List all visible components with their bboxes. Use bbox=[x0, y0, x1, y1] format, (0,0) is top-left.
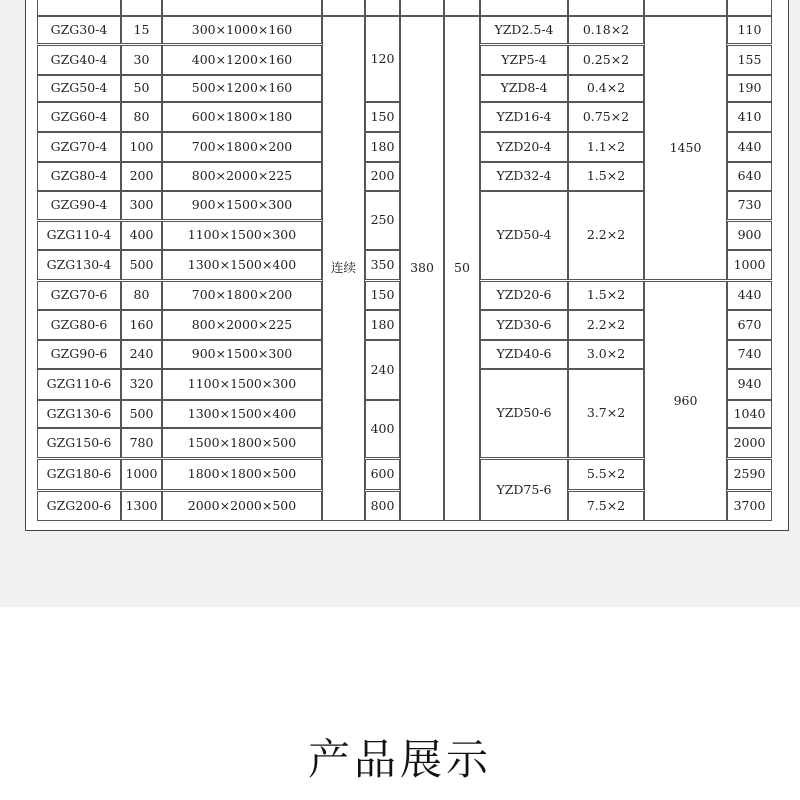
cell-capacity-text: 400 bbox=[129, 227, 154, 243]
cell-power-text: 3.0×2 bbox=[586, 346, 626, 362]
cell-group-value bbox=[365, 400, 400, 458]
cell-weight-text: 410 bbox=[737, 108, 762, 124]
cell-model bbox=[37, 162, 121, 191]
cell-power bbox=[568, 340, 644, 369]
cell-group-value bbox=[365, 310, 400, 340]
cell-weight bbox=[727, 459, 772, 490]
cell-motor-model-text: YZD16-4 bbox=[496, 108, 552, 124]
cell-size bbox=[162, 102, 322, 132]
cell-power bbox=[568, 310, 644, 340]
cell-motor-model-text: YZD40-6 bbox=[496, 346, 552, 362]
cell-vib-frequency-text: 960 bbox=[673, 392, 698, 408]
cell-size bbox=[162, 191, 322, 220]
cell-capacity bbox=[121, 428, 162, 458]
cell-model bbox=[37, 250, 121, 280]
cell-motor-model bbox=[480, 369, 568, 458]
cell-weight bbox=[727, 281, 772, 310]
cell-capacity-text: 80 bbox=[133, 287, 150, 303]
cell-group-value bbox=[365, 491, 400, 521]
cell-motor-model bbox=[480, 45, 568, 75]
cell-size-text: 1300×1500×400 bbox=[187, 256, 297, 272]
cell-vib-frequency bbox=[644, 281, 727, 521]
cell-size bbox=[162, 221, 322, 250]
cell-capacity bbox=[121, 45, 162, 75]
cell-model-text: GZG130-6 bbox=[46, 405, 112, 421]
cell-capacity bbox=[121, 132, 162, 162]
cell-weight-text: 155 bbox=[737, 51, 762, 67]
cell-motor-model-text: YZD20-4 bbox=[496, 138, 552, 154]
cell-motor-model bbox=[480, 162, 568, 191]
cell-group-value bbox=[365, 340, 400, 400]
cell-power-text: 1.5×2 bbox=[586, 168, 626, 184]
cell-model-text: GZG110-4 bbox=[46, 227, 112, 243]
cell-size bbox=[162, 310, 322, 340]
cell-power bbox=[568, 459, 644, 490]
cell-weight bbox=[727, 340, 772, 369]
cell-motor-model bbox=[480, 16, 568, 44]
cell-size bbox=[162, 428, 322, 458]
cell-model-text: GZG70-4 bbox=[50, 138, 108, 154]
cell-size-text: 600×1800×180 bbox=[191, 108, 293, 124]
cell-motor-model bbox=[480, 102, 568, 132]
cell-group-value-text: 250 bbox=[370, 212, 395, 228]
header-cell bbox=[322, 0, 365, 16]
cell-model bbox=[37, 340, 121, 369]
header-cell bbox=[400, 0, 444, 16]
cell-motor-model bbox=[480, 310, 568, 340]
cell-model bbox=[37, 428, 121, 458]
cell-capacity bbox=[121, 162, 162, 191]
cell-model bbox=[37, 310, 121, 340]
header-cell bbox=[568, 0, 644, 16]
cell-model-text: GZG150-6 bbox=[46, 434, 112, 450]
cell-model bbox=[37, 191, 121, 220]
cell-size bbox=[162, 162, 322, 191]
cell-power bbox=[568, 491, 644, 521]
cell-model-text: GZG80-4 bbox=[50, 168, 108, 184]
spec-sheet bbox=[25, 0, 789, 531]
cell-size-text: 1100×1500×300 bbox=[187, 227, 297, 243]
cell-motor-model bbox=[480, 75, 568, 102]
cell-model-text: GZG200-6 bbox=[46, 497, 112, 513]
cell-model-text: GZG90-4 bbox=[50, 197, 108, 213]
cell-vib-frequency-text: 1450 bbox=[669, 139, 702, 155]
cell-capacity bbox=[121, 281, 162, 310]
cell-motor-model bbox=[480, 191, 568, 280]
cell-size bbox=[162, 400, 322, 428]
cell-capacity-text: 30 bbox=[133, 51, 150, 67]
cell-power-text: 2.2×2 bbox=[586, 227, 626, 243]
cell-group-value bbox=[365, 132, 400, 162]
cell-weight bbox=[727, 162, 772, 191]
cell-size bbox=[162, 369, 322, 400]
cell-capacity-text: 300 bbox=[129, 197, 154, 213]
cell-group-value bbox=[365, 102, 400, 132]
cell-power bbox=[568, 102, 644, 132]
cell-frequency bbox=[444, 16, 480, 521]
cell-capacity-text: 500 bbox=[129, 256, 154, 272]
cell-model-text: GZG50-4 bbox=[50, 80, 108, 96]
cell-weight-text: 3700 bbox=[733, 497, 766, 513]
cell-capacity-text: 200 bbox=[129, 168, 154, 184]
cell-group-value-text: 200 bbox=[370, 168, 395, 184]
cell-vib-frequency bbox=[644, 16, 727, 280]
cell-model bbox=[37, 491, 121, 521]
cell-capacity bbox=[121, 16, 162, 44]
cell-size-text: 900×1500×300 bbox=[191, 346, 293, 362]
cell-weight bbox=[727, 75, 772, 102]
cell-power-text: 0.25×2 bbox=[582, 51, 630, 67]
cell-model bbox=[37, 369, 121, 400]
cell-power bbox=[568, 369, 644, 458]
cell-capacity-text: 80 bbox=[133, 108, 150, 124]
cell-motor-model-text: YZD30-6 bbox=[496, 316, 552, 332]
cell-motor-model-text: YZD75-6 bbox=[496, 481, 552, 497]
cell-power-text: 3.7×2 bbox=[586, 405, 626, 421]
cell-model bbox=[37, 75, 121, 102]
cell-power bbox=[568, 16, 644, 44]
header-cell bbox=[121, 0, 162, 16]
cell-capacity-text: 240 bbox=[129, 346, 154, 362]
cell-model bbox=[37, 16, 121, 44]
cell-model bbox=[37, 400, 121, 428]
cell-size-text: 1800×1800×500 bbox=[187, 466, 297, 482]
cell-model-text: GZG130-4 bbox=[46, 256, 112, 272]
cell-size bbox=[162, 132, 322, 162]
cell-motor-model bbox=[480, 340, 568, 369]
cell-model bbox=[37, 45, 121, 75]
cell-capacity bbox=[121, 340, 162, 369]
cell-size bbox=[162, 491, 322, 521]
cell-group-value bbox=[365, 459, 400, 490]
cell-size-text: 400×1200×160 bbox=[191, 51, 293, 67]
cell-power-text: 0.18×2 bbox=[582, 21, 630, 37]
cell-group-value-text: 240 bbox=[370, 361, 395, 377]
cell-model-text: GZG80-6 bbox=[50, 316, 108, 332]
header-cell bbox=[162, 0, 322, 16]
cell-model bbox=[37, 221, 121, 250]
cell-capacity bbox=[121, 102, 162, 132]
cell-size bbox=[162, 16, 322, 44]
cell-frequency-text: 50 bbox=[454, 260, 470, 276]
cell-power bbox=[568, 132, 644, 162]
cell-model-text: GZG30-4 bbox=[50, 21, 108, 37]
cell-capacity-text: 100 bbox=[129, 138, 154, 154]
cell-size-text: 500×1200×160 bbox=[191, 80, 293, 96]
header-cell bbox=[365, 0, 400, 16]
cell-size bbox=[162, 45, 322, 75]
section-title: 产品展示 bbox=[307, 735, 492, 784]
cell-weight-text: 900 bbox=[737, 227, 762, 243]
cell-power-text: 0.75×2 bbox=[582, 108, 630, 124]
cell-capacity bbox=[121, 221, 162, 250]
cell-size bbox=[162, 281, 322, 310]
cell-size-text: 900×1500×300 bbox=[191, 197, 293, 213]
cell-model-text: GZG180-6 bbox=[46, 466, 112, 482]
cell-model-text: GZG110-6 bbox=[46, 376, 112, 392]
cell-group-value bbox=[365, 191, 400, 250]
cell-size-text: 800×2000×225 bbox=[191, 168, 293, 184]
cell-capacity-text: 15 bbox=[133, 21, 150, 37]
cell-capacity bbox=[121, 191, 162, 220]
cell-model-text: GZG90-6 bbox=[50, 346, 108, 362]
cell-power-text: 7.5×2 bbox=[586, 497, 626, 513]
cell-capacity-text: 160 bbox=[129, 316, 154, 332]
cell-size-text: 1100×1500×300 bbox=[187, 376, 297, 392]
cell-capacity bbox=[121, 459, 162, 490]
cell-weight bbox=[727, 400, 772, 428]
cell-size-text: 1500×1800×500 bbox=[187, 434, 297, 450]
cell-motor-model-text: YZD20-6 bbox=[496, 287, 552, 303]
cell-weight bbox=[727, 491, 772, 521]
cell-group-value-text: 350 bbox=[370, 256, 395, 272]
cell-motor-model-text: YZD8-4 bbox=[500, 80, 548, 96]
cell-capacity bbox=[121, 250, 162, 280]
cell-mode-text: 连续 bbox=[330, 260, 356, 276]
cell-capacity-text: 50 bbox=[133, 80, 150, 96]
cell-weight-text: 2000 bbox=[733, 434, 766, 450]
cell-voltage bbox=[400, 16, 444, 521]
cell-weight-text: 440 bbox=[737, 138, 762, 154]
cell-weight-text: 1040 bbox=[733, 405, 766, 421]
cell-capacity bbox=[121, 369, 162, 400]
cell-model-text: GZG70-6 bbox=[50, 287, 108, 303]
cell-group-value-text: 600 bbox=[370, 466, 395, 482]
cell-power bbox=[568, 281, 644, 310]
cell-power bbox=[568, 191, 644, 280]
cell-weight bbox=[727, 16, 772, 44]
cell-size-text: 1300×1500×400 bbox=[187, 405, 297, 421]
cell-weight bbox=[727, 45, 772, 75]
cell-power-text: 1.5×2 bbox=[586, 287, 626, 303]
cell-model bbox=[37, 281, 121, 310]
cell-capacity-text: 320 bbox=[129, 376, 154, 392]
cell-weight-text: 1000 bbox=[733, 256, 766, 272]
cell-weight-text: 740 bbox=[737, 346, 762, 362]
cell-weight bbox=[727, 369, 772, 400]
cell-weight bbox=[727, 221, 772, 250]
cell-weight bbox=[727, 132, 772, 162]
cell-weight-text: 440 bbox=[737, 287, 762, 303]
cell-model bbox=[37, 459, 121, 490]
cell-weight bbox=[727, 250, 772, 280]
header-model bbox=[37, 0, 121, 16]
cell-weight-text: 190 bbox=[737, 80, 762, 96]
cell-model-text: GZG40-4 bbox=[50, 51, 108, 67]
cell-motor-model bbox=[480, 132, 568, 162]
cell-voltage-text: 380 bbox=[410, 260, 434, 276]
cell-model bbox=[37, 132, 121, 162]
cell-capacity-text: 780 bbox=[129, 434, 154, 450]
cell-power-text: 1.1×2 bbox=[586, 138, 626, 154]
cell-weight-text: 940 bbox=[737, 376, 762, 392]
cell-weight-text: 670 bbox=[737, 316, 762, 332]
header-cell bbox=[644, 0, 727, 16]
cell-weight bbox=[727, 310, 772, 340]
cell-group-value-text: 180 bbox=[370, 138, 395, 154]
cell-capacity-text: 1300 bbox=[125, 497, 158, 513]
cell-group-value bbox=[365, 281, 400, 310]
cell-power bbox=[568, 75, 644, 102]
cell-weight-text: 2590 bbox=[733, 466, 766, 482]
cell-capacity bbox=[121, 310, 162, 340]
cell-size bbox=[162, 340, 322, 369]
cell-size-text: 2000×2000×500 bbox=[187, 497, 297, 513]
cell-size bbox=[162, 75, 322, 102]
cell-capacity bbox=[121, 75, 162, 102]
cell-group-value-text: 180 bbox=[370, 316, 395, 332]
cell-capacity-text: 500 bbox=[129, 405, 154, 421]
cell-group-value bbox=[365, 250, 400, 280]
header-cell bbox=[727, 0, 772, 16]
cell-power-text: 5.5×2 bbox=[586, 466, 626, 482]
cell-group-value-text: 800 bbox=[370, 497, 395, 513]
cell-size-text: 300×1000×160 bbox=[191, 21, 293, 37]
header-cell bbox=[480, 0, 568, 16]
cell-group-value-text: 400 bbox=[370, 420, 395, 436]
cell-size-text: 700×1800×200 bbox=[191, 287, 293, 303]
cell-size-text: 800×2000×225 bbox=[191, 316, 293, 332]
cell-group-value-text: 120 bbox=[370, 50, 395, 66]
cell-group-value bbox=[365, 162, 400, 191]
cell-weight bbox=[727, 428, 772, 458]
cell-motor-model-text: YZD2.5-4 bbox=[494, 21, 554, 37]
cell-capacity bbox=[121, 400, 162, 428]
cell-size bbox=[162, 459, 322, 490]
cell-motor-model bbox=[480, 281, 568, 310]
cell-model bbox=[37, 102, 121, 132]
cell-power-text: 2.2×2 bbox=[586, 316, 626, 332]
cell-motor-model-text: YZP5-4 bbox=[501, 51, 547, 67]
cell-weight-text: 110 bbox=[737, 21, 762, 37]
cell-power bbox=[568, 45, 644, 75]
cell-motor-model-text: YZD32-4 bbox=[496, 168, 552, 184]
cell-motor-model bbox=[480, 459, 568, 521]
cell-size bbox=[162, 250, 322, 280]
cell-size-text: 700×1800×200 bbox=[191, 138, 293, 154]
cell-capacity-text: 1000 bbox=[125, 466, 158, 482]
cell-weight bbox=[727, 102, 772, 132]
cell-mode bbox=[322, 16, 365, 521]
header-cell bbox=[444, 0, 480, 16]
cell-motor-model-text: YZD50-4 bbox=[496, 227, 552, 243]
cell-model-text: GZG60-4 bbox=[50, 108, 108, 124]
cell-weight-text: 640 bbox=[737, 168, 762, 184]
cell-group-value-text: 150 bbox=[370, 287, 395, 303]
cell-group-value-text: 150 bbox=[370, 108, 395, 124]
cell-weight bbox=[727, 191, 772, 220]
cell-power-text: 0.4×2 bbox=[586, 80, 626, 96]
cell-weight-text: 730 bbox=[737, 197, 762, 213]
cell-group-value bbox=[365, 16, 400, 102]
cell-power bbox=[568, 162, 644, 191]
cell-capacity bbox=[121, 491, 162, 521]
cell-motor-model-text: YZD50-6 bbox=[496, 405, 552, 421]
